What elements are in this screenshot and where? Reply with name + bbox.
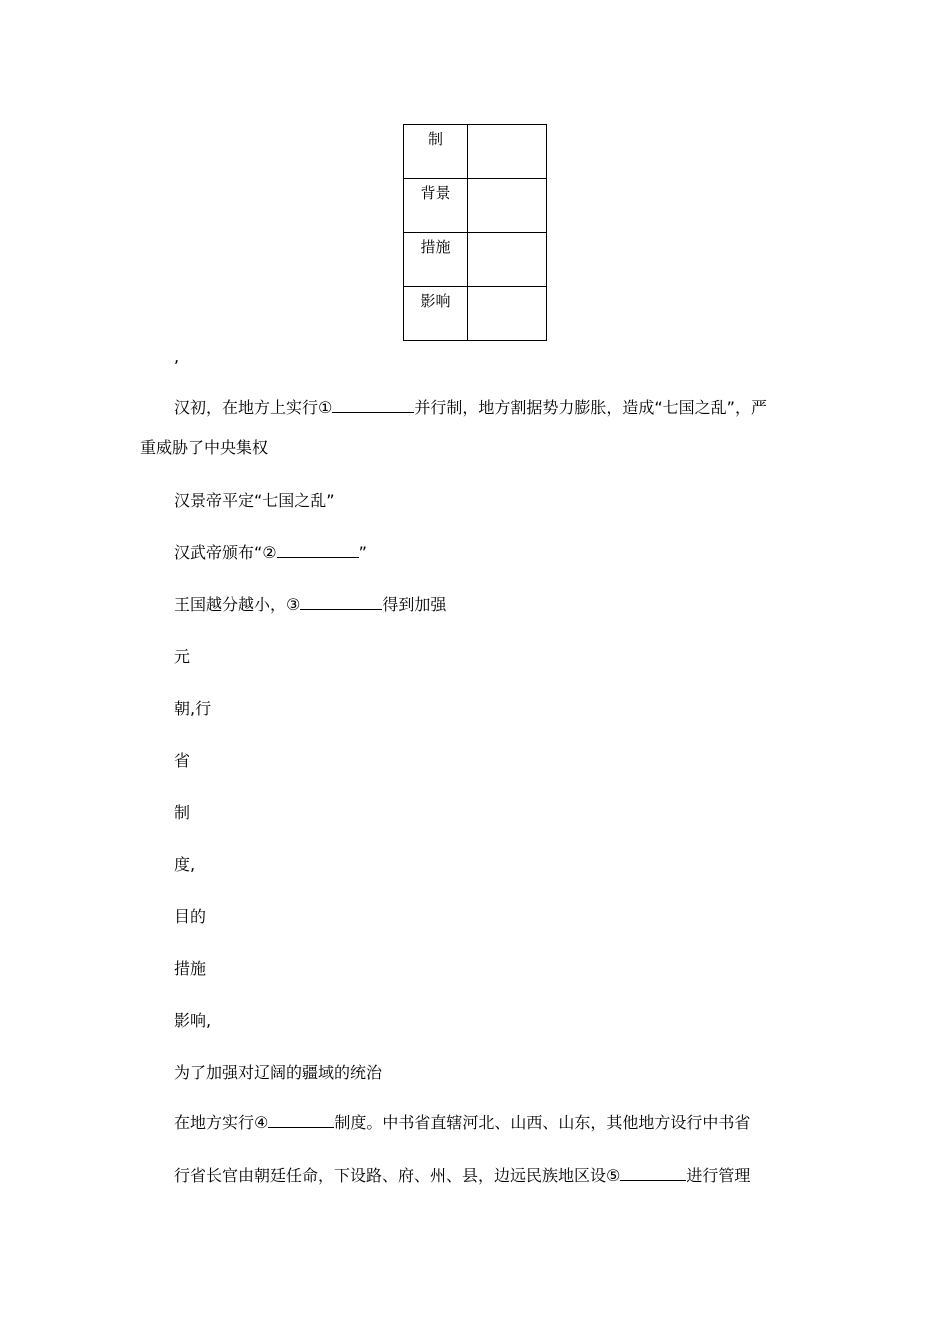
fill-blank-2 <box>277 543 359 558</box>
text-segment: 汉初，在地方上实行① <box>174 398 333 417</box>
fill-blank-4 <box>268 1113 334 1128</box>
table-blank-cell <box>468 179 547 233</box>
vertical-text-item: 省 <box>174 751 191 770</box>
stray-comma: , <box>174 347 180 366</box>
paragraph-han-early <box>174 397 767 419</box>
table-label-cell: 影响 <box>404 287 468 341</box>
text-segment: 制度。中书省直辖河北、山西、山东，其他地方设行中书省 <box>334 1113 751 1132</box>
summary-table <box>403 124 547 341</box>
paragraph-measures <box>174 1112 750 1134</box>
text-segment: 汉武帝颁布“② <box>174 543 277 562</box>
table-blank-cell <box>468 125 547 179</box>
fill-blank-1 <box>332 398 414 413</box>
table-row <box>404 233 547 287</box>
text-segment: ” <box>358 543 367 562</box>
fill-blank-5 <box>620 1166 686 1181</box>
text-segment: 在地方实行④ <box>174 1113 269 1132</box>
paragraph-governance <box>174 1165 750 1187</box>
text-segment: 行省长官由朝廷任命，下设路、府、州、县，边远民族地区设⑤ <box>174 1166 621 1185</box>
vertical-text-item: 措施 <box>174 959 207 978</box>
table-blank-cell <box>468 287 547 341</box>
table-label-cell: 措施 <box>404 233 468 287</box>
paragraph-wudi <box>174 542 367 564</box>
fill-blank-3 <box>300 595 382 610</box>
paragraph-result <box>174 594 446 616</box>
vertical-text-item: 制 <box>174 803 191 822</box>
vertical-text-item: 影响, <box>174 1011 212 1030</box>
vertical-text-item: 朝,行 <box>174 699 212 718</box>
paragraph-jingdi: 汉景帝平定“七国之乱” <box>174 491 335 510</box>
paragraph-purpose: 为了加强对辽阔的疆域的统治 <box>174 1063 383 1082</box>
text-segment: 进行管理 <box>686 1166 751 1185</box>
text-segment: 得到加强 <box>382 595 447 614</box>
table-label-cell: 制 <box>404 125 468 179</box>
text-segment: 王国越分越小，③ <box>174 595 301 614</box>
vertical-text-item: 目的 <box>174 907 207 926</box>
table-label-cell: 背景 <box>404 179 468 233</box>
table-row <box>404 125 547 179</box>
table-row <box>404 287 547 341</box>
text-segment: 并行制，地方割据势力膨胀，造成“七国之乱”，严 <box>414 398 767 417</box>
table-blank-cell <box>468 233 547 287</box>
vertical-text-item: 度, <box>174 855 196 874</box>
vertical-text-item: 元 <box>174 647 191 666</box>
table-row <box>404 179 547 233</box>
paragraph-han-early-cont: 重威胁了中央集权 <box>140 438 269 457</box>
